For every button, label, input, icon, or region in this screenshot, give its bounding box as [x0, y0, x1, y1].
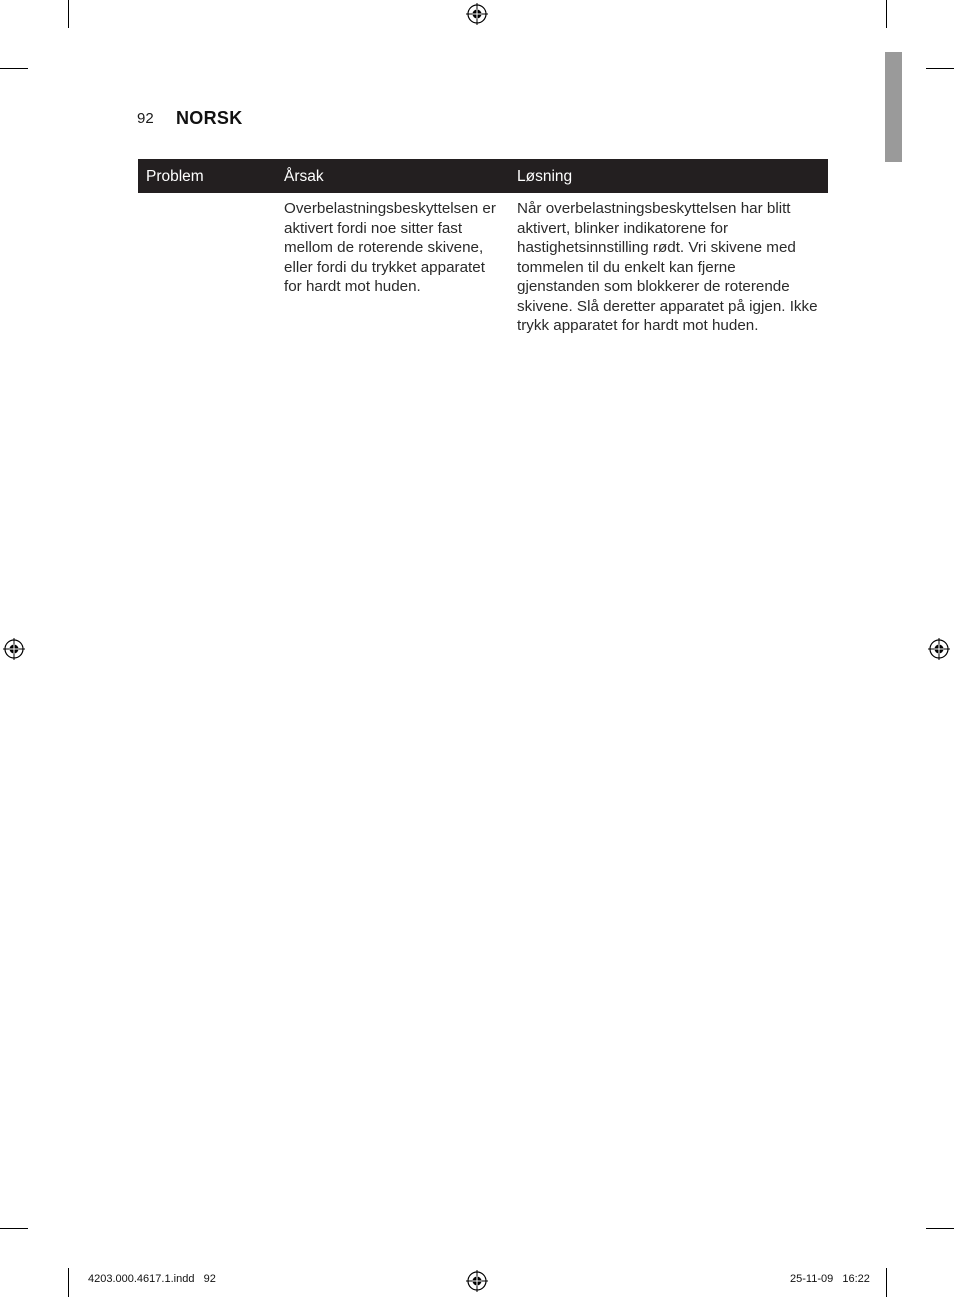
- footer-datetime: 25-11-09 16:22: [790, 1273, 870, 1285]
- crop-mark: [68, 0, 69, 28]
- crop-mark: [886, 1268, 887, 1297]
- registration-mark-icon: [466, 3, 488, 25]
- column-header-solution: Løsning: [517, 168, 573, 185]
- solution-cell: Når overbelastningsbeskyttelsen har blitt aktivert, blinker indikatorene for hastighetsinnstilling rødt. Vri skivene med tommelen til du enkelt kan fjerne gjenstanden som blokkerer de roterende skivene. Slå deretter apparatet på igjen. Ikke trykk apparatet for hardt mot huden.: [517, 200, 818, 334]
- registration-mark-icon: [928, 638, 950, 660]
- section-side-tab: [885, 52, 902, 162]
- column-header-problem: Problem: [146, 168, 204, 185]
- section-title: NORSK: [176, 108, 243, 128]
- registration-mark-icon: [3, 638, 25, 660]
- crop-mark: [886, 0, 887, 28]
- footer-file-info: 4203.000.4617.1.indd 92: [88, 1273, 216, 1285]
- crop-mark: [0, 68, 28, 69]
- column-header-cause: Årsak: [284, 168, 324, 185]
- cause-cell: Overbelastningsbeskyttelsen er aktivert fordi noe sitter fast mellom de roterende skivene, eller fordi du trykket apparatet for hardt mot huden.: [284, 200, 496, 295]
- crop-mark: [926, 68, 954, 69]
- registration-mark-icon: [466, 1270, 488, 1292]
- troubleshooting-table: [138, 159, 828, 334]
- crop-mark: [0, 1228, 28, 1229]
- table-header: [138, 159, 828, 193]
- crop-mark: [926, 1228, 954, 1229]
- page-number: 92: [137, 110, 154, 127]
- crop-mark: [68, 1268, 69, 1297]
